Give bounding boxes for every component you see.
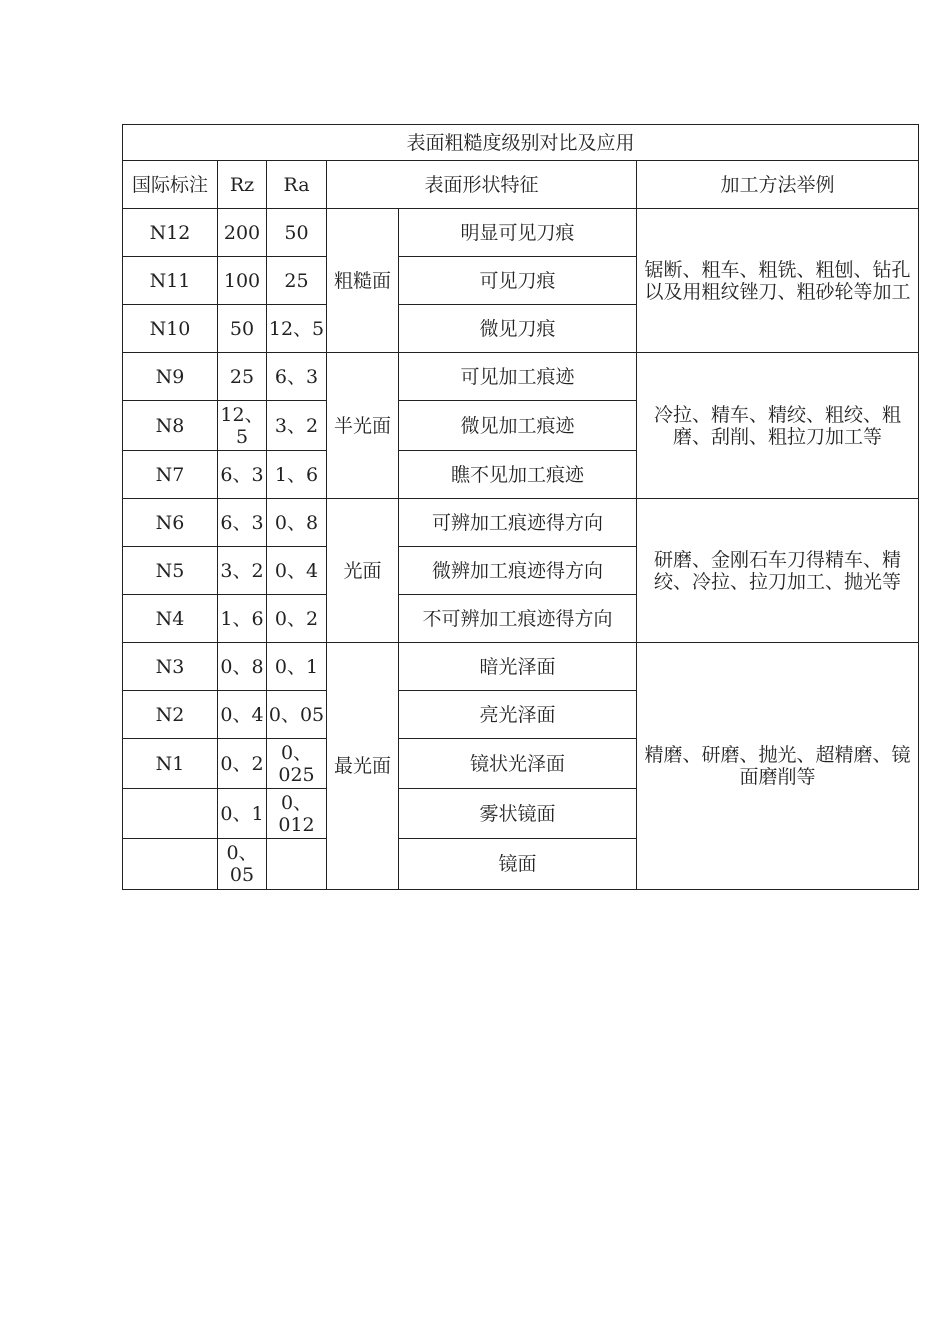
cell-feature: 微辨加工痕迹得方向 (399, 547, 637, 595)
cell-feature: 镜状光泽面 (399, 739, 637, 789)
cell-n: N1 (123, 739, 218, 789)
cell-ra (267, 839, 327, 890)
cell-n: N7 (123, 451, 218, 499)
table-row (123, 353, 919, 401)
cell-feature: 镜面 (399, 839, 637, 890)
cell-feature: 可辨加工痕迹得方向 (399, 499, 637, 547)
cell-n: N8 (123, 401, 218, 451)
cell-rz: 0、8 (218, 643, 267, 691)
cell-feature: 微见加工痕迹 (399, 401, 637, 451)
table-row (123, 643, 919, 691)
cell-feature: 明显可见刀痕 (399, 209, 637, 257)
header-method: 加工方法举例 (637, 161, 919, 209)
cell-feature: 雾状镜面 (399, 789, 637, 839)
method-cell: 冷拉、精车、精绞、粗绞、粗磨、刮削、粗拉刀加工等 (637, 353, 919, 499)
cell-ra: 0、1 (267, 643, 327, 691)
cell-ra: 0、2 (267, 595, 327, 643)
cell-rz: 50 (218, 305, 267, 353)
table-title: 表面粗糙度级别对比及应用 (123, 125, 919, 161)
group-label: 最光面 (327, 643, 399, 890)
cell-feature: 暗光泽面 (399, 643, 637, 691)
cell-ra: 12、5 (267, 305, 327, 353)
cell-ra: 25 (267, 257, 327, 305)
cell-ra: 6、3 (267, 353, 327, 401)
cell-feature: 亮光泽面 (399, 691, 637, 739)
cell-rz: 6、3 (218, 451, 267, 499)
cell-ra: 0、05 (267, 691, 327, 739)
cell-rz: 1、6 (218, 595, 267, 643)
cell-n: N2 (123, 691, 218, 739)
method-cell: 研磨、金刚石车刀得精车、精绞、冷拉、拉刀加工、抛光等 (637, 499, 919, 643)
cell-n: N10 (123, 305, 218, 353)
cell-rz: 0、2 (218, 739, 267, 789)
cell-n (123, 789, 218, 839)
cell-ra: 0、8 (267, 499, 327, 547)
cell-rz: 25 (218, 353, 267, 401)
table-row (123, 209, 919, 257)
cell-rz: 0、05 (218, 839, 267, 890)
cell-n: N12 (123, 209, 218, 257)
cell-n: N5 (123, 547, 218, 595)
cell-n (123, 839, 218, 890)
cell-feature: 可见刀痕 (399, 257, 637, 305)
group-label: 光面 (327, 499, 399, 643)
cell-n: N11 (123, 257, 218, 305)
cell-rz: 200 (218, 209, 267, 257)
header-row (123, 161, 919, 209)
roughness-table (122, 124, 919, 890)
table-row (123, 499, 919, 547)
method-cell: 锯断、粗车、粗铣、粗刨、钻孔以及用粗纹锉刀、粗砂轮等加工 (637, 209, 919, 353)
header-rz: Rz (218, 161, 267, 209)
method-cell: 精磨、研磨、抛光、超精磨、镜面磨削等 (637, 643, 919, 890)
cell-rz: 0、1 (218, 789, 267, 839)
title-row (123, 125, 919, 161)
cell-feature: 不可辨加工痕迹得方向 (399, 595, 637, 643)
header-ra: Ra (267, 161, 327, 209)
cell-rz: 100 (218, 257, 267, 305)
cell-rz: 0、4 (218, 691, 267, 739)
cell-ra: 1、6 (267, 451, 327, 499)
cell-rz: 3、2 (218, 547, 267, 595)
cell-n: N6 (123, 499, 218, 547)
cell-ra: 0、012 (267, 789, 327, 839)
cell-rz: 6、3 (218, 499, 267, 547)
cell-feature: 可见加工痕迹 (399, 353, 637, 401)
cell-ra: 50 (267, 209, 327, 257)
cell-n: N4 (123, 595, 218, 643)
cell-n: N9 (123, 353, 218, 401)
cell-ra: 3、2 (267, 401, 327, 451)
group-label: 半光面 (327, 353, 399, 499)
cell-feature: 微见刀痕 (399, 305, 637, 353)
cell-ra: 0、4 (267, 547, 327, 595)
cell-ra: 0、025 (267, 739, 327, 789)
group-label: 粗糙面 (327, 209, 399, 353)
header-surface-feature: 表面形状特征 (327, 161, 637, 209)
header-intl-mark: 国际标注 (123, 161, 218, 209)
cell-rz: 12、5 (218, 401, 267, 451)
cell-feature: 瞧不见加工痕迹 (399, 451, 637, 499)
cell-n: N3 (123, 643, 218, 691)
